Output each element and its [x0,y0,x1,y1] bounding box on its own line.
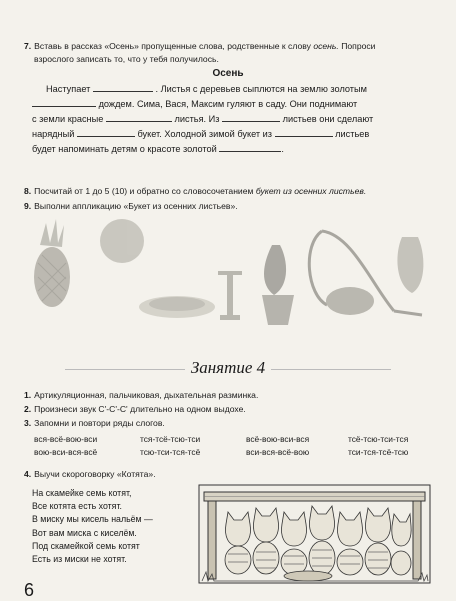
poem-line: Вот вам миска с киселём. [32,527,137,538]
ball-image [100,219,144,263]
kittens-under-bench-illustration [198,484,431,584]
faded-illustration-objects [22,215,432,335]
task-8-phrase: букет из осенних листьев. [255,186,367,196]
poem-line: Под скамейкой семь котят [32,540,140,551]
blank-2[interactable] [32,97,96,107]
story-l4c: листьев [335,129,370,139]
lesson-item-4-text: Выучи скороговорку «Котята». [34,469,156,479]
task-7-keyword: осень. [313,41,339,51]
poem-line: Есть из миски не хотят. [32,554,127,565]
blank-7[interactable] [219,142,281,152]
task-8 [24,185,434,198]
blank-5[interactable] [77,127,135,137]
story-l5b: . [281,144,284,154]
syllable-row-col3-1: всё-вою-вси-вся [246,434,310,444]
lesson-item-2-text: Произнеси звук С'-С'-С' длительно на одном выдохе. [34,404,246,414]
story-l3c: листьев они сделают [282,114,374,124]
potted-plant-image [262,245,294,325]
story-text [32,82,420,157]
title-rule-left [65,369,185,370]
task-7-text-b: Попроси [341,41,376,51]
story-l4b: букет. Холодной зимой букет из [137,129,273,139]
task-7-text-c: взрослого записать то, что у тебя получилось. [34,54,219,64]
lesson-item-2-number: 2. [24,404,32,414]
page-number: 6 [24,580,35,600]
task-8-number: 8. [24,186,32,196]
blank-6[interactable] [275,127,333,137]
syllable-row-col2-2: тсю-тси-тся-тсё [140,447,201,457]
lesson-title [0,358,456,378]
story-l1b: . Листья с деревьев сыплются на землю золотым [155,84,367,94]
lesson-item-1 [24,389,258,402]
blank-4[interactable] [222,112,280,122]
poem-line: Все котята есть хотят. [32,501,122,512]
lesson-item-1-text: Артикуляционная, пальчиковая, дыхательная разминка. [34,390,259,400]
task-9-number: 9. [24,201,32,211]
task-9 [24,200,434,213]
poem-line: В миску мы кисель нальём — [32,514,153,525]
glove-image [397,237,423,293]
lesson-item-4-number: 4. [24,469,32,479]
lesson-item-4 [24,468,156,481]
story-l3b: листья. Из [174,114,220,124]
tongue-twister-poem [32,487,153,566]
story-l1a: Наступает [46,84,91,94]
story-title: Осень [212,68,244,79]
syllable-row-col1-2: вою-вси-вся-всё [34,447,98,457]
task-7-number: 7. [24,41,32,51]
poem-line: На скамейке семь котят, [32,488,132,498]
task-9-text: Выполни аппликацию «Букет из осенних листьев». [34,201,238,211]
syllable-row-col3-2: вси-вся-всё-вою [246,447,310,457]
lesson-item-1-number: 1. [24,390,32,400]
story-l4a: нарядный [32,129,75,139]
dish-image [139,296,215,318]
task-7 [24,40,434,66]
lesson-title-text: Занятие 4 [190,358,266,377]
syllable-row-col1-1: вся-всё-вою-вси [34,434,98,444]
syllable-row-col4-2: тси-тся-тсё-тсю [348,447,409,457]
task-7-text-a: Вставь в рассказ «Осень» пропущенные слова, родственные к слову [34,41,311,51]
lesson-item-3-text: Запомни и повтори ряды слогов. [34,418,165,428]
lesson-item-3-number: 3. [24,418,32,428]
syllable-row-col4-1: тсё-тсю-тси-тся [348,434,409,444]
task-8-text: Посчитай от 1 до 5 (10) и обратно со словосочетанием [34,186,254,196]
syllable-row-col2-1: тся-тсё-тсю-тси [140,434,201,444]
story-l5a: будет напоминать детям о красоте золотой [32,144,217,154]
blank-1[interactable] [93,82,153,92]
pineapple-image [34,219,70,307]
title-rule-right [271,369,391,370]
story-l3a: с земли красные [32,114,104,124]
story-l2a: дождем. Сима, Вася, Максим гуляют в саду. Они поднимают [98,99,358,109]
lesson-item-3 [24,417,165,430]
lesson-item-2 [24,403,246,416]
blank-3[interactable] [106,112,172,122]
pump-image [218,271,242,320]
